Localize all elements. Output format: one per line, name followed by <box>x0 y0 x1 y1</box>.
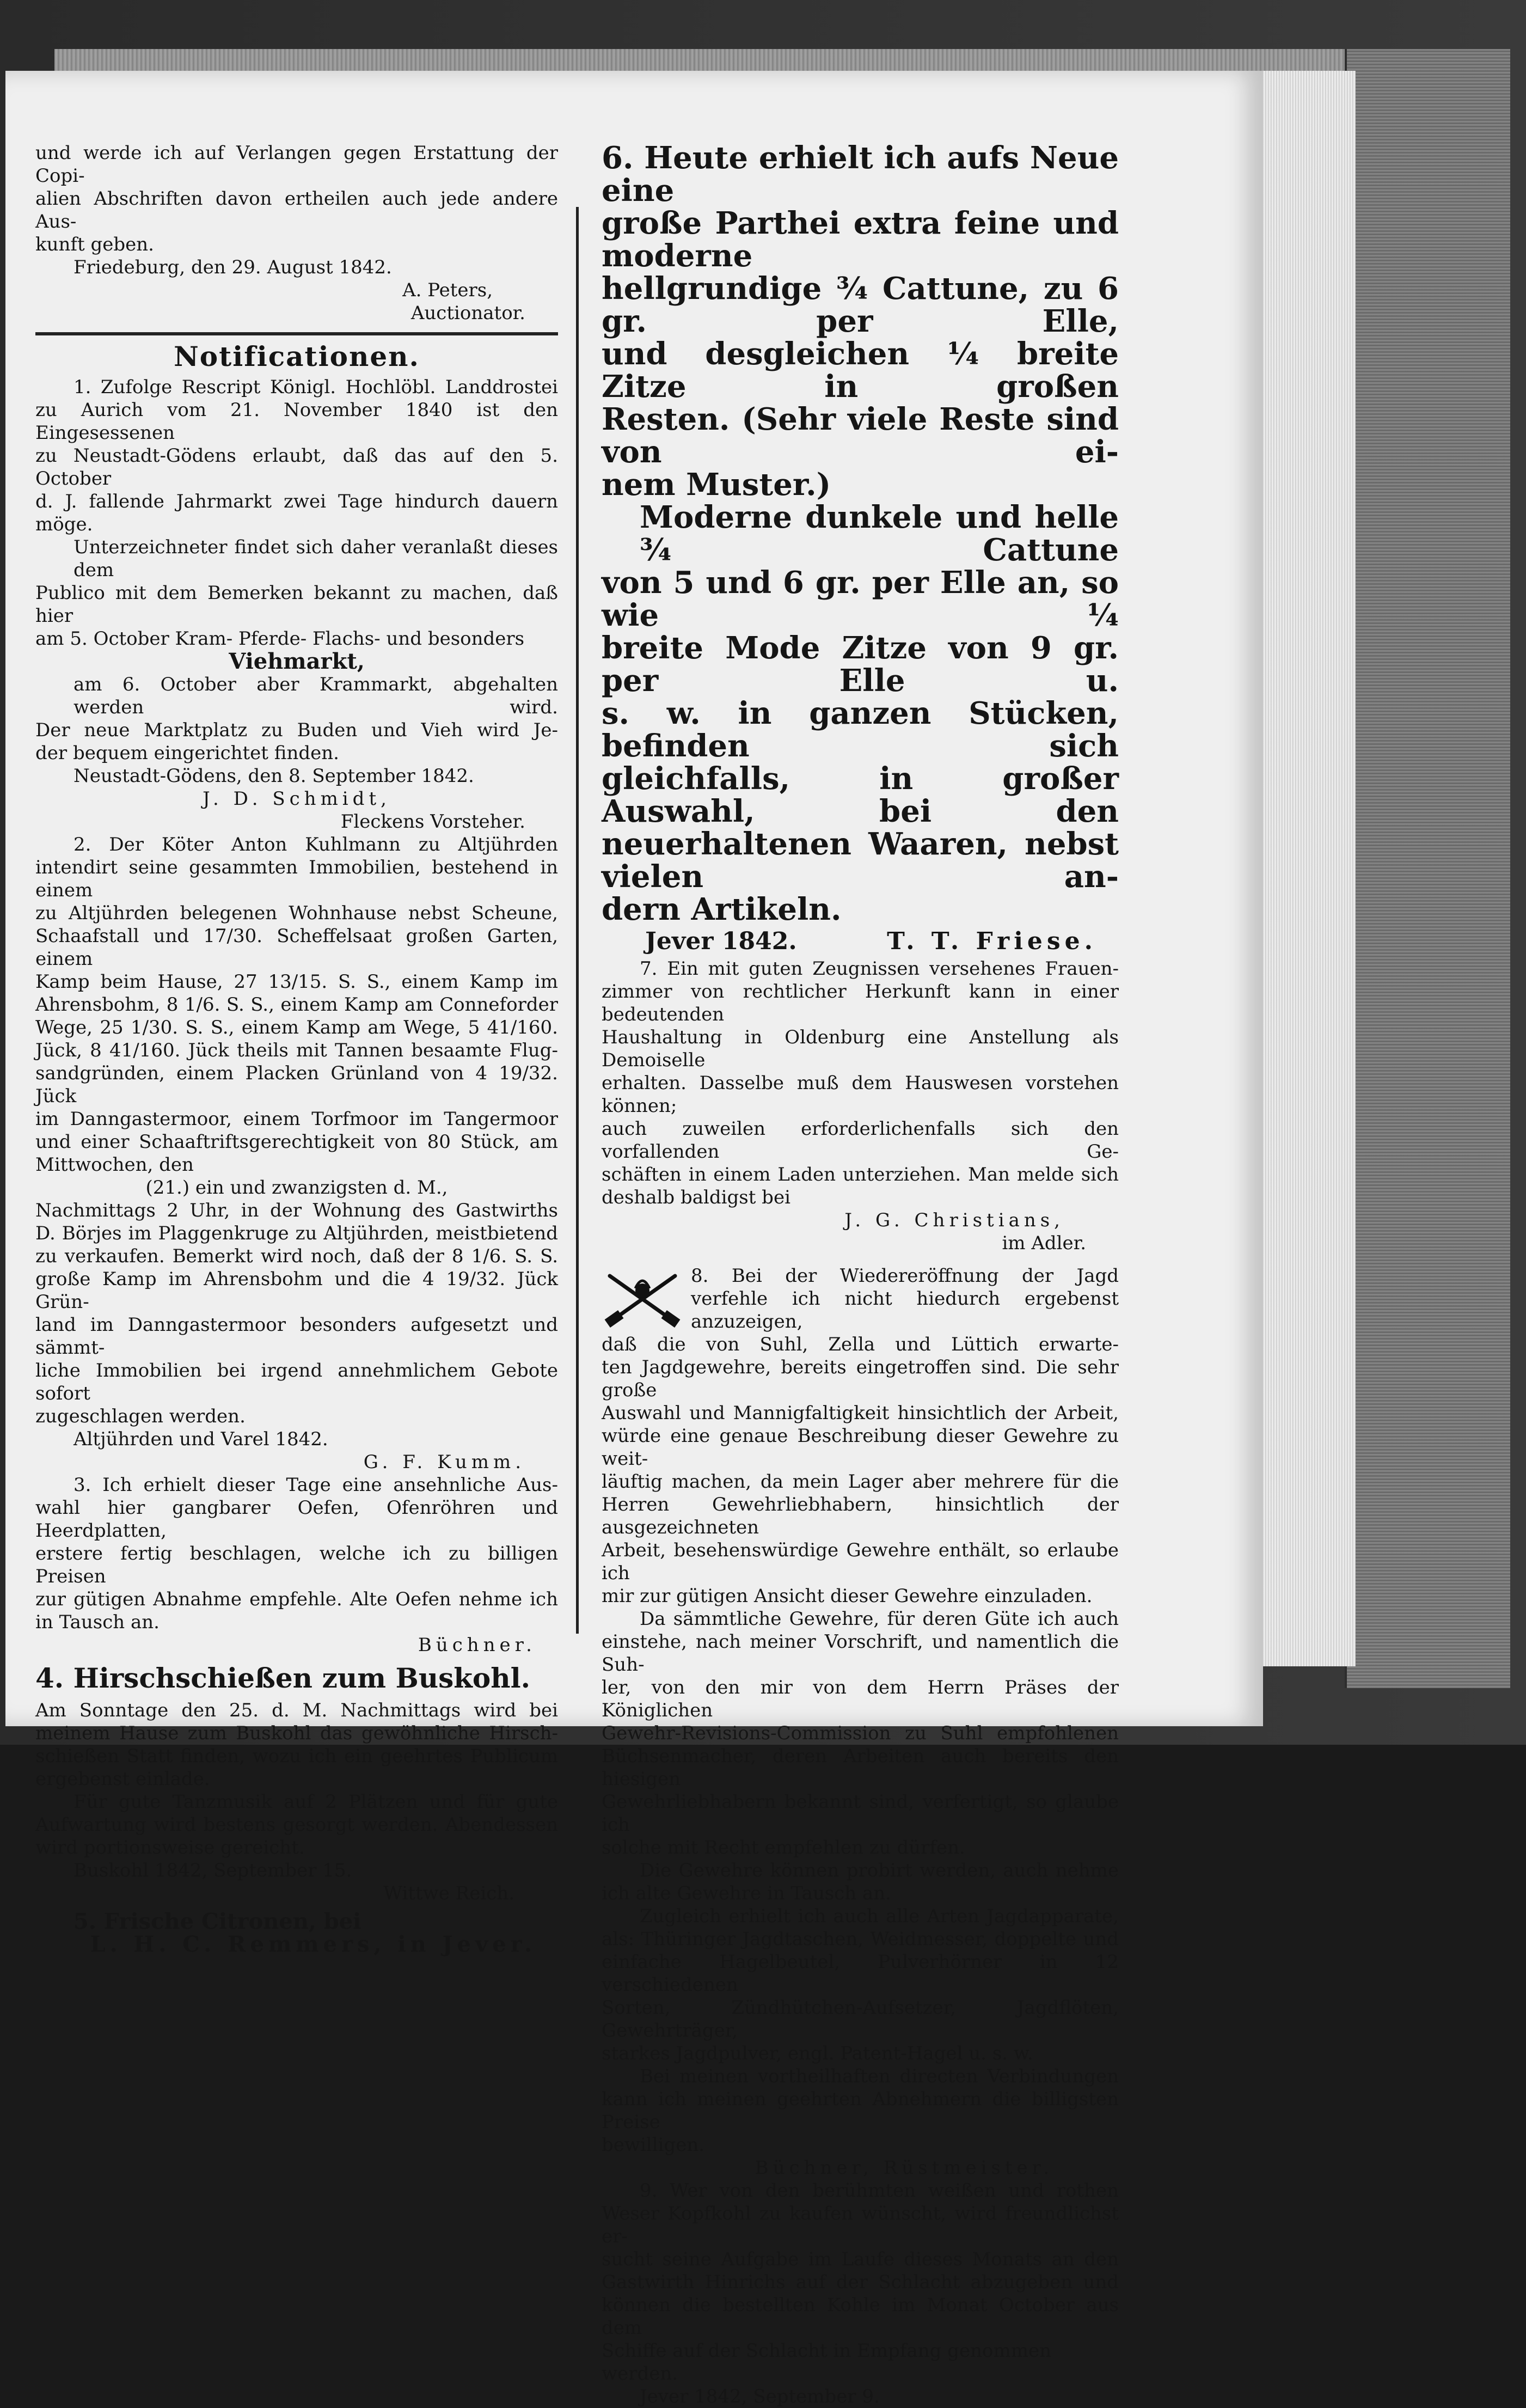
intro-date: Friedeburg, den 29. August 1842. <box>73 256 392 278</box>
text-line: erhalten. Dasselbe muß dem Hauswesen vorstehen können; <box>602 1072 1119 1117</box>
notice-2-place: Altjührden und Varel 1842. <box>73 1428 328 1450</box>
text-line: Da sämmtliche Gewehre, für deren Güte ich auch <box>640 1608 1119 1630</box>
notice-1-signature: J. D. Schmidt, <box>203 788 391 810</box>
text-line: läuftig machen, da mein Lager aber mehrere für die <box>602 1471 1119 1493</box>
notice-1-viehmarkt: Viehmarkt, <box>229 649 365 674</box>
text-line: Herren Gewehrliebhabern, hinsichtlich der ausgezeichneten <box>602 1494 1119 1538</box>
notice-6 <box>602 142 1119 501</box>
notice-7-signature: J. G. Christians, <box>844 1209 1064 1231</box>
text-line: deshalb baldigst bei <box>602 1187 790 1208</box>
text-line: mir zur gütigen Ansicht dieser Gewehre einzuladen. <box>602 1585 1093 1607</box>
newspaper-page <box>5 71 1263 2407</box>
text-line: Mittwochen, den <box>35 1154 194 1176</box>
text-line: 8. Bei der Wiedereröffnung der Jagd <box>691 1265 1119 1287</box>
notice-4 <box>35 1699 558 1790</box>
text-line: Weser Kopfkohl zu kaufen wünscht, wird freundlichst er- <box>602 2203 1119 2247</box>
book-top-edge <box>54 49 1356 74</box>
text-line: Büchsenmacher, deren Arbeiten auch bereits den hiesigen <box>602 1745 1119 1790</box>
text-line: Sorten, Zündhütchen-Aufsetzer, Jagdflöten, Gewehrträger, <box>602 1997 1119 2042</box>
notice-1-date: Neustadt-Gödens, den 8. September 1842. <box>73 765 474 787</box>
text-line: Am Sonntage den 25. d. M. Nachmittags wird bei <box>35 1700 558 1721</box>
notice-9-date: Jever 1842, September 9. <box>640 2386 880 2407</box>
text-line: zu Altjührden belegenen Wohnhause nebst Scheune, <box>35 902 558 924</box>
text-line: D. Börjes im Plaggenkruge zu Altjührden, meistbietend <box>35 1223 558 1244</box>
text-line: einfache Hagelbeutel, Pulverhörner in 12 verschiedenen <box>602 1951 1119 1996</box>
text-line: am 6. October aber Krammarkt, abgehalten werden wird. <box>73 674 558 718</box>
text-line: wird portionsweise gereicht. <box>35 1837 305 1859</box>
text-line: Unterzeichneter findet sich daher veranlaßt dieses dem <box>73 536 558 581</box>
text-line: 3. Ich erhielt dieser Tage eine ansehnliche Aus- <box>73 1474 558 1496</box>
book-cover-edge <box>1345 49 1510 1688</box>
text-line: zu verkaufen. Bemerkt wird noch, daß der 8 1/6. S. S. <box>35 1245 558 1267</box>
text-line: solche mit Recht empfehlen zu dürfen. <box>602 1837 965 1859</box>
text-line: Arbeit, besehenswürdige Gewehre enthält, so erlaube ich <box>602 1539 1119 1584</box>
text-line: meinem Hause zum Buskohl das gewöhnliche Hirsch- <box>35 1722 558 1744</box>
crossed-rifles-icon <box>602 1268 683 1328</box>
notice-4-heading: 4. Hirschschießen zum Buskohl. <box>35 1662 531 1694</box>
text-line: im Danngastermoor, einem Torfmoor im Tangermoor <box>35 1108 558 1130</box>
text-line: starkes Jagdpulver, engl. Patent-Hagel u. s. w. <box>602 2043 1033 2064</box>
text-line: land im Danngastermoor besonders aufgesetzt und sämmt- <box>35 1314 558 1359</box>
text-line: zimmer von rechtlicher Herkunft kann in einer bedeutenden <box>602 981 1119 1025</box>
text-line: 9. Wer von den berühmten weißen und rothen <box>640 2180 1119 2202</box>
text-line: Die Gewehre können probirt werden, auch nehme <box>640 1860 1119 1881</box>
notice-6-signature: T. T. Friese. <box>887 927 1097 955</box>
text-line: breite Mode Zitze von 9 gr. per Elle u. <box>602 630 1119 699</box>
notice-1-signature-title: Fleckens Vorsteher. <box>340 811 525 833</box>
text-line: als: Thüringer Jagdtaschen, Weidmesser, doppelte und <box>602 1928 1119 1950</box>
text-line: Aufwartung wird bestens gesorgt werden. Abendessen <box>35 1814 558 1836</box>
text-line: möge. <box>35 514 93 535</box>
text-line: und einer Schaaftriftsgerechtigkeit von 80 Stück, am <box>35 1131 558 1153</box>
text-line: schäften in einem Laden unterziehen. Man melde sich <box>602 1164 1119 1185</box>
text-line: der bequem eingerichtet finden. <box>35 742 339 764</box>
notice-8-signature: Büchner, Rüstmeister. <box>755 2157 1053 2179</box>
notice-2b <box>35 1199 558 1428</box>
text-line: zu Neustadt-Gödens erlaubt, daß das auf den 5. October <box>35 445 558 490</box>
notice-4-date: Buskohl 1842, September 15. <box>73 1860 352 1881</box>
text-line: erstere fertig beschlagen, welche ich zu billigen Preisen <box>35 1543 558 1587</box>
notice-7-signature-place: im Adler. <box>1002 1232 1086 1254</box>
text-line: und werde ich auf Verlangen gegen Erstattung der Copi- <box>35 142 558 187</box>
intro-block <box>35 142 558 256</box>
notice-3-signature: Büchner. <box>418 1634 536 1656</box>
text-line: können die bestellten Kohle im Monat October aus dem <box>602 2294 1119 2339</box>
text-line: Für gute Tanzmusik auf 2 Plätzen und für gute <box>73 1791 558 1813</box>
text-line: Nachmittags 2 Uhr, in der Wohnung des Gastwirths <box>35 1200 558 1221</box>
page-stack <box>1258 71 1356 1666</box>
notice-4-signature: Wittwe Reich. <box>383 1883 514 1904</box>
notice-3 <box>35 1474 558 1634</box>
text-line: 2. Der Köter Anton Kuhlmann zu Altjührden <box>73 834 558 855</box>
notice-2-auction-date: (21.) ein und zwanzigsten d. M., <box>145 1177 448 1199</box>
text-line: hellgrundige ¾ Cattune, zu 6 gr. per Elle, <box>602 271 1119 339</box>
text-line: große Parthei extra feine und moderne <box>602 205 1119 274</box>
text-line: Zugleich erhielt ich auch alle Arten Jagdapparate, <box>640 1905 1119 1927</box>
text-line: liche Immobilien bei irgend annehmlichem Gebote sofort <box>35 1360 558 1404</box>
notice-8b <box>602 1608 1119 1859</box>
text-line: zur gütigen Abnahme empfehle. Alte Oefen nehme ich <box>35 1588 558 1610</box>
notice-6b <box>602 501 1119 926</box>
intro-signature-title: Auctionator. <box>410 302 525 324</box>
text-line: ich alte Gewehre in Tausch an. <box>602 1883 891 1904</box>
text-line: verfehle ich nicht hiedurch ergebenst anzuzeigen, <box>691 1288 1119 1333</box>
text-line: große Kamp im Ahrensbohm und die 4 19/32. Jück Grün- <box>35 1268 558 1313</box>
text-line: schießen Statt finden, wozu ich ein geehrtes Publicum <box>35 1745 558 1767</box>
text-line: Schiffe auf der Schlacht in Empfang genommen werden. <box>602 2340 1051 2385</box>
notice-2-signature: G. F. Kumm. <box>363 1451 525 1473</box>
text-line: sucht seine Aufgabe im Laufe dieses Monats an den <box>602 2248 1119 2270</box>
text-line: ler, von den mir von dem Herrn Präses der Königlichen <box>602 1677 1119 1721</box>
text-line: intendirt seine gesammten Immobilien, bestehend in einem <box>35 857 558 901</box>
text-line: Gewehrliebhabern bekannt sind, verfertigt, so glaube ich <box>602 1791 1119 1836</box>
text-line: Moderne dunkele und helle ¾ Cattune <box>640 499 1119 568</box>
notifications-heading: Notificationen. <box>174 340 420 372</box>
text-line: 6. Heute erhielt ich aufs Neue eine <box>602 140 1119 209</box>
text-line: Publico mit dem Bemerken bekannt zu machen, daß hier <box>35 582 558 627</box>
notice-1b <box>35 536 558 650</box>
notice-8d <box>602 1905 1119 2065</box>
notice-7 <box>602 957 1119 1209</box>
text-line: sandgründen, einem Placken Grünland von 4 19/32. Jück <box>35 1062 558 1107</box>
text-line: alien Abschriften davon ertheilen auch jede andere Aus- <box>35 188 558 233</box>
text-line: daß die von Suhl, Zella und Lüttich erwarte- <box>602 1334 1119 1355</box>
text-line: nem Muster.) <box>602 467 831 503</box>
text-line: neuerhaltenen Waaren, nebst vielen an- <box>602 826 1119 895</box>
text-line: am 5. October Kram- Pferde- Flachs- und besonders <box>35 628 525 650</box>
text-line: Gastwirth Hinrichs auf der Schlacht abzugeben und <box>602 2271 1119 2293</box>
text-line: Haushaltung in Oldenburg eine Anstellung als Demoiselle <box>602 1026 1119 1071</box>
text-line: Wege, 25 1/30. S. S., einem Kamp am Wege, 5 41/160. <box>35 1017 558 1038</box>
text-line: Gewehr-Revisions-Commission zu Suhl empfohlenen <box>602 1722 1119 1744</box>
notice-8c <box>602 1859 1119 1905</box>
text-line: gleichfalls, in großer Auswahl, bei den <box>602 761 1119 829</box>
text-line: bewilligen. <box>602 2134 705 2156</box>
text-line: ten Jagdgewehre, bereits eingetroffen sind. Die sehr große <box>602 1356 1119 1401</box>
text-line: Auswahl und Mannigfaltigkeit hinsichtlich der Arbeit, <box>602 1402 1119 1424</box>
section-rule <box>35 332 558 335</box>
notice-9 <box>602 2179 1119 2385</box>
intro-signature: A. Peters, <box>402 279 493 301</box>
text-line: und desgleichen ¼ breite Zitze in großen <box>602 336 1119 405</box>
notice-1 <box>35 376 558 536</box>
notice-8-wrapper <box>602 1264 1119 1608</box>
text-line: kann ich meinen geehrten Abnehmern die billigsten Preise <box>602 2088 1119 2133</box>
text-line: 7. Ein mit guten Zeugnissen versehenes Frauen- <box>640 958 1119 980</box>
text-line: einstehe, nach meiner Vorschrift, und namentlich die Suh- <box>602 1631 1119 1676</box>
text-line: in Tausch an. <box>35 1611 160 1633</box>
notice-6-place: Jever 1842. <box>645 927 797 955</box>
left-column <box>35 142 558 1956</box>
notice-5-signature: L. H. C. Remmers, in Jever. <box>90 1932 536 1957</box>
text-line: Schaafstall und 17/30. Scheffelsaat großen Garten, einem <box>35 925 558 970</box>
text-line: wahl hier gangbarer Oefen, Ofenröhren und Heerdplatten, <box>35 1497 558 1542</box>
notice-5-line1: 5. Frische Citronen, bei <box>73 1909 361 1934</box>
notice-6-footer <box>602 927 1119 955</box>
text-line: Ahrensbohm, 8 1/6. S. S., einem Kamp am Conneforder <box>35 994 558 1016</box>
column-divider <box>576 207 579 1634</box>
text-line: von 5 und 6 gr. per Elle an, so wie ¼ <box>602 565 1119 633</box>
text-line: Der neue Marktplatz zu Buden und Vieh wird Je- <box>35 719 558 741</box>
text-line: d. J. fallende Jahrmarkt zwei Tage hindurch dauern <box>35 491 558 512</box>
notice-1c <box>35 673 558 765</box>
notice-8e <box>602 2065 1119 2156</box>
text-line: kunft geben. <box>35 234 154 255</box>
text-line: dern Artikeln. <box>602 891 842 927</box>
text-line: zugeschlagen werden. <box>35 1405 246 1427</box>
text-line: Kamp beim Hause, 27 13/15. S. S., einem Kamp im <box>35 971 558 993</box>
text-line: Jück, 8 41/160. Jück theils mit Tannen besaamte Flug- <box>35 1040 558 1061</box>
text-line: 1. Zufolge Rescript Königl. Hochlöbl. Landdrostei <box>73 376 558 398</box>
text-line: würde eine genaue Beschreibung dieser Gewehre zu weit- <box>602 1425 1119 1470</box>
text-line: zu Aurich vom 21. November 1840 ist den Eingesessenen <box>35 399 558 444</box>
text-line: Bei meinen vortheilhaften directen Verbindungen <box>640 2065 1119 2087</box>
text-line: s. w. in ganzen Stücken, befinden sich <box>602 695 1119 764</box>
notice-4b <box>35 1790 558 1859</box>
text-line: Resten. (Sehr viele Reste sind von ei- <box>602 401 1119 470</box>
right-column <box>602 142 1119 2408</box>
text-line: auch zuweilen erforderlichenfalls sich den vorfallenden Ge- <box>602 1118 1119 1163</box>
notice-2 <box>35 833 558 1176</box>
text-line: ergebenst einlade. <box>35 1768 210 1790</box>
